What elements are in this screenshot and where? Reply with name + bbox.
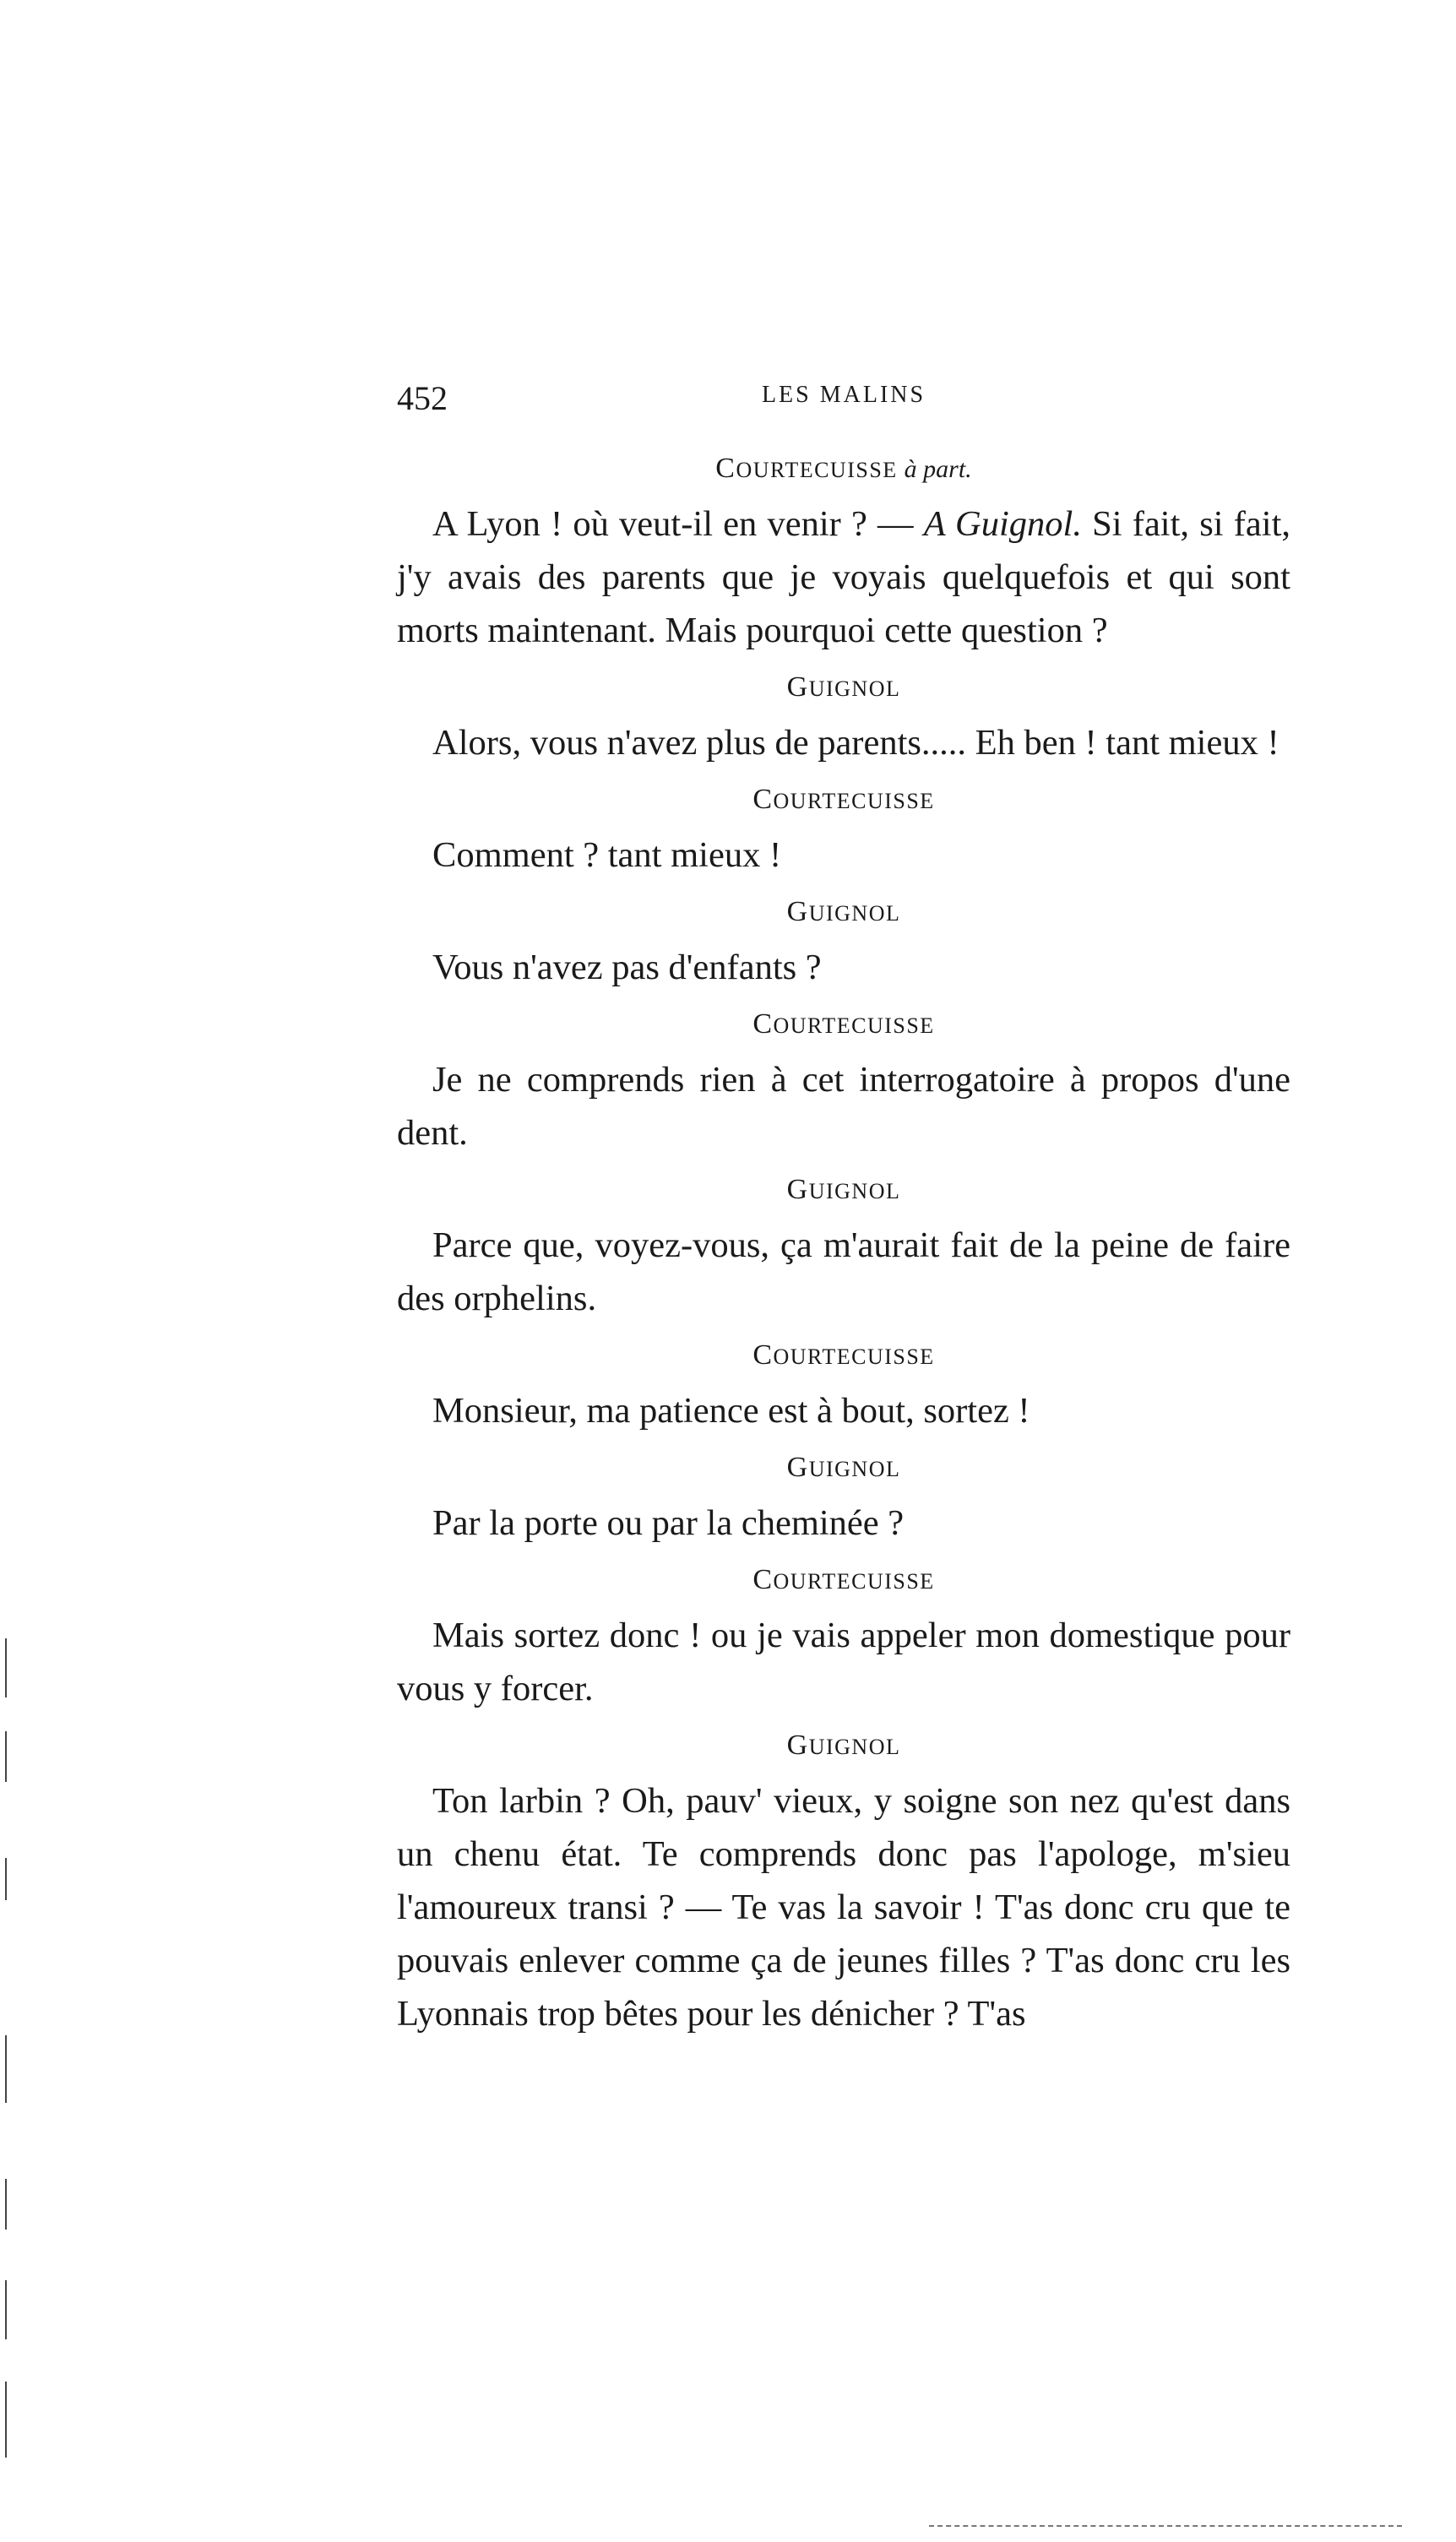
speaker-label: GUIGNOL [786, 671, 901, 703]
speech-paragraph: Monsieur, ma patience est à bout, sortez ! [432, 1391, 1030, 1431]
scan-bottom-marks [929, 2525, 1402, 2530]
speech-paragraph: Alors, vous n'avez plus de parents..... Eh ben ! tant mieux ! [432, 723, 1279, 763]
speaker-label: COURTECUISSE [752, 1339, 935, 1371]
speech-paragraph: Comment ? tant mieux ! [432, 835, 782, 875]
speaker-label: GUIGNOL [786, 896, 901, 927]
stage-direction-inline: A Guignol. [923, 504, 1082, 544]
speaker-label: COURTECUISSE [752, 1008, 935, 1040]
page-header [397, 378, 1290, 429]
speech-paragraph: Ton larbin ? Oh, pauv' vieux, y soigne son nez qu'est dans un chenu état. Te comprends donc pas l'apologe, m'sieu l'amoureux transi ? — Te vas la savoir ! T'as donc cru que te pouvais enlever comme ça de jeunes filles ? T'as donc cru les Lyonnais trop bêtes pour les dénicher ? T'as [397, 1781, 1290, 2034]
stage-direction: à part. [904, 455, 972, 483]
speech-paragraph: A Lyon ! où veut-il en venir ? — A Guignol. Si fait, si fait, j'y avais des parents que je voyais quelquefois et qui sont morts maintenant. Mais pourquoi cette question ? [397, 504, 1291, 650]
speaker-label: GUIGNOL [786, 1730, 901, 1761]
speaker-label: COURTECUISSE [752, 784, 935, 815]
dialogue-body [397, 443, 1290, 2045]
speaker-label: GUIGNOL [786, 1452, 901, 1483]
speech-paragraph: Je ne comprends rien à cet interrogatoire à propos d'une dent. [397, 1060, 1290, 1153]
speech-paragraph: Mais sortez donc ! ou je vais appeler mon domestique pour vous y forcer. [397, 1616, 1290, 1708]
running-title: LES MALINS [761, 382, 926, 408]
speech-paragraph: Par la porte ou par la cheminée ? [432, 1503, 905, 1543]
speech-paragraph: Parce que, voyez-vous, ça m'aurait fait de la peine de faire des orphelins. [397, 1225, 1290, 1318]
speaker-label: COURTECUISSE [752, 1564, 935, 1595]
scan-edge-marks [5, 1638, 12, 2483]
speaker-label: COURTECUISSE à part. [715, 453, 972, 484]
speech-paragraph: Vous n'avez pas d'enfants ? [432, 948, 822, 987]
speaker-label: GUIGNOL [786, 1174, 901, 1205]
page-number: 452 [397, 379, 448, 417]
